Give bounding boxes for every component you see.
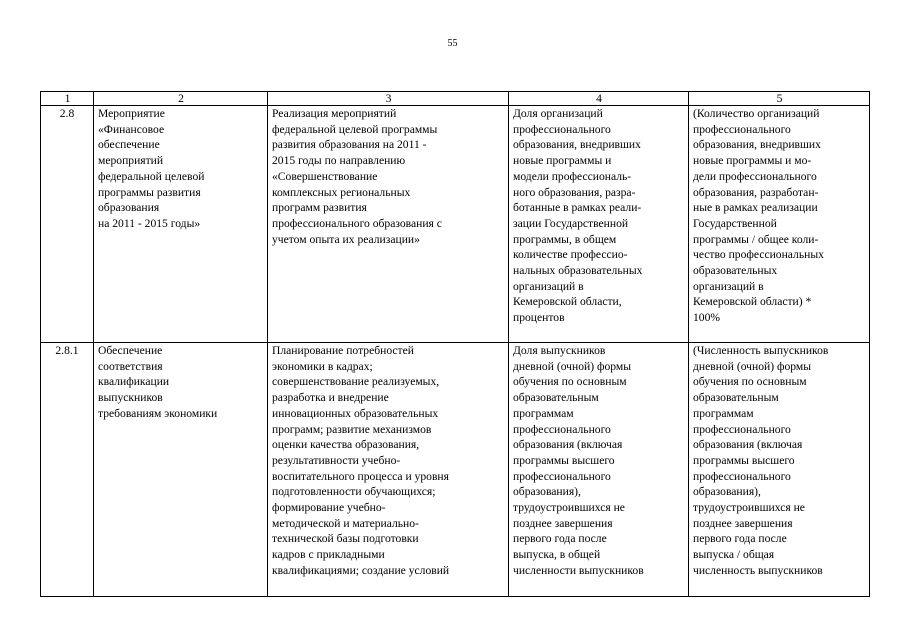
table-row: [41, 106, 870, 343]
formula-text: (Численность выпускников дневной (очной) формы обучения по основным образовательным программам профессионального образования (включая программы высшего профессионального образования), трудоустроившихся не позднее завершения первого года после выпуска / общая численность выпускников: [693, 344, 829, 577]
page-number: 55: [447, 38, 458, 49]
indicator-cell: [509, 343, 689, 597]
column-header-3: 3: [268, 92, 509, 106]
column-header-4: 4: [509, 92, 689, 106]
formula-cell: [689, 343, 870, 597]
row-number: 2.8.1: [41, 343, 94, 597]
event-text: Мероприятие «Финансовое обеспечение мероприятий федеральной целевой программы развития образования на 2011 - 2015 годы»: [98, 107, 205, 230]
description-text: Реализация мероприятий федеральной целевой программы развития образования на 2011 - 2015 годы по направлению «Совершенствование комплексных региональных программ развития профессионального образования с учетом опыта их реализации»: [272, 107, 442, 246]
program-measures-table: [40, 91, 870, 597]
event-cell: [94, 106, 268, 343]
formula-cell: [689, 106, 870, 343]
event-text: Обеспечение соответствия квалификации выпускников требованиям экономики: [98, 344, 218, 420]
description-cell: [268, 343, 509, 597]
description-text: Планирование потребностей экономики в кадрах; совершенствование реализуемых, разработка и внедрение инновационных образовательных программ; развитие механизмов оценки качества образования, результативности учебно- воспитательного процесса и уровня подготовленности обучающихся; формирование учебно- методической и материально- технической базы подготовки кадров с прикладными квалификациями; создание условий: [272, 344, 450, 577]
indicator-cell: [509, 106, 689, 343]
indicator-text: Доля организаций профессионального образования, внедривших новые программы и модели профессиональ- ного образования, разра- ботанные в рамках реали- зации Государственной программы, в общем количестве профессио- нальных образовательных организаций в Кемеровской области, процентов: [513, 107, 643, 325]
column-header-5: 5: [689, 92, 870, 106]
column-header-1: 1: [41, 92, 94, 106]
formula-text: (Количество организаций профессионального образования, внедривших новые программы и мо- дели профессионального образования, разработан- ные в рамках реализации Государственной программы / общее коли- чество профессиональных образовательных организаций в Кемеровской области) * 100%: [693, 107, 824, 325]
table-row: [41, 343, 870, 597]
row-number: 2.8: [41, 106, 94, 343]
event-cell: [94, 343, 268, 597]
description-cell: [268, 106, 509, 343]
column-header-2: 2: [94, 92, 268, 106]
indicator-text: Доля выпускников дневной (очной) формы обучения по основным образовательным программам профессионального образования (включая программы высшего профессионального образования), трудоустроившихся не позднее завершения первого года после выпуска, в общей численности выпускников: [513, 344, 644, 577]
table-header-row: [41, 92, 870, 106]
